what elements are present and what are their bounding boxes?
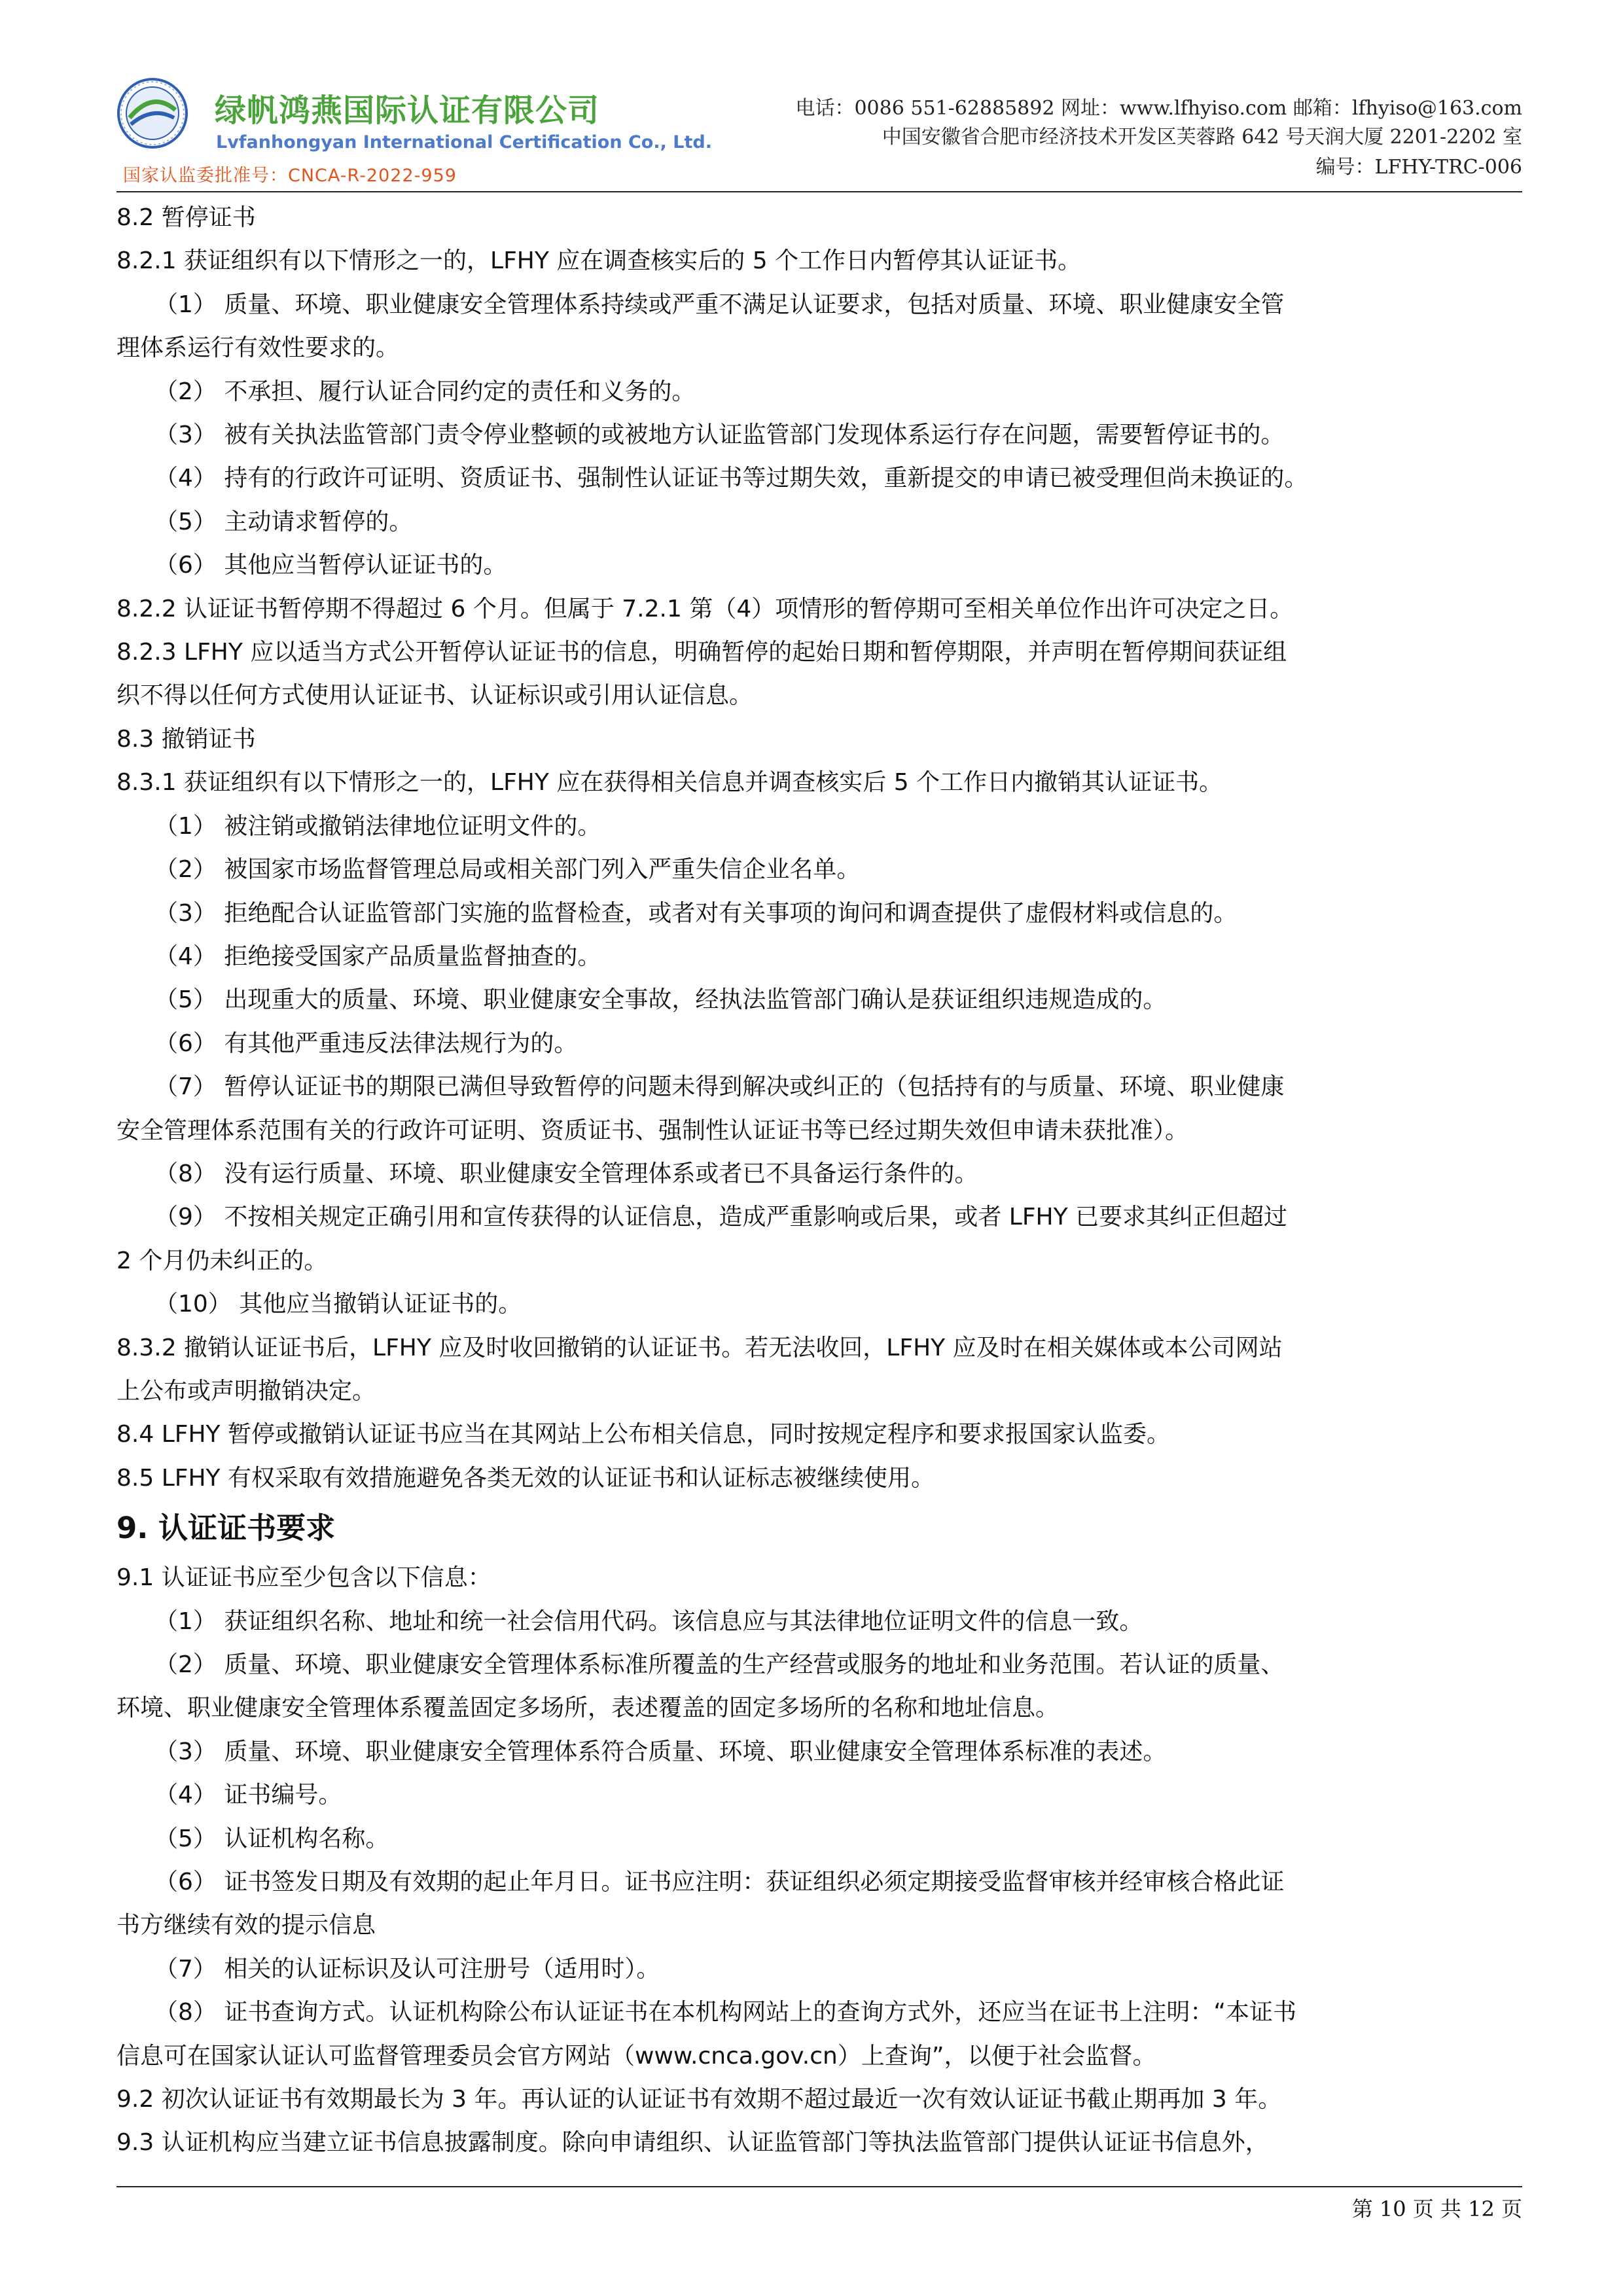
- list-item-continuation: 信息可在国家认证认可监督管理委员会官方网站（www.cnca.gov.cn）上查询”，以便于社会监督。: [116, 2042, 1156, 2070]
- list-item: （2） 被国家市场监督管理总局或相关部门列入严重失信企业名单。: [154, 856, 861, 884]
- list-item: （6） 有其他严重违反法律法规行为的。: [154, 1030, 578, 1057]
- list-item: （4） 证书编号。: [154, 1782, 342, 1809]
- list-item: （6） 证书签发日期及有效期的起止年月日。证书应注明：获证组织必须定期接受监督审核并经审核合格此证: [154, 1869, 1285, 1896]
- list-item: （1） 被注销或撤销法律地位证明文件的。: [154, 812, 601, 840]
- list-item: （4） 拒绝接受国家产品质量监督抽查的。: [154, 942, 601, 970]
- clause-continuation: 织不得以任何方式使用认证证书、认证标识或引用认证信息。: [116, 682, 753, 709]
- list-item: （6） 其他应当暂停认证证书的。: [154, 552, 507, 579]
- clause-9-1: 9.1 认证证书应至少包含以下信息：: [116, 1564, 491, 1592]
- clause-8-5: 8.5 LFHY 有权采取有效措施避免各类无效的认证证书和认证标志被继续使用。: [116, 1464, 935, 1492]
- list-item: （1） 获证组织名称、地址和统一社会信用代码。该信息应与其法律地位证明文件的信息一致。: [154, 1607, 1143, 1635]
- list-item: （2） 质量、环境、职业健康安全管理体系标准所覆盖的生产经营或服务的地址和业务范围。若认证的质量、: [154, 1651, 1285, 1678]
- section-heading-9: 9. 认证证书要求: [116, 1511, 336, 1546]
- section-heading-8-3: 8.3 撤销证书: [116, 725, 256, 753]
- list-item: （3） 质量、环境、职业健康安全管理体系符合质量、环境、职业健康安全管理体系标准的表述。: [154, 1738, 1167, 1765]
- list-item: （7） 相关的认证标识及认可注册号（适用时）。: [154, 1955, 660, 1982]
- list-item-continuation: 安全管理体系范围有关的行政许可证明、资质证书、强制性认证证书等已经过期失效但申请未获批准）。: [116, 1117, 1189, 1144]
- list-item: （8） 没有运行质量、环境、职业健康安全管理体系或者已不具备运行条件的。: [154, 1160, 978, 1187]
- company-name-chinese: 绿帆鸿燕国际认证有限公司: [215, 92, 600, 129]
- list-item: （2） 不承担、履行认证合同约定的责任和义务的。: [154, 378, 696, 405]
- list-item: （3） 被有关执法监管部门责令停业整顿的或被地方认证监管部门发现体系运行存在问题，需要暂停证书的。: [154, 422, 1285, 449]
- list-item-continuation: 书方继续有效的提示信息: [116, 1912, 376, 1939]
- clause-9-2: 9.2 初次认证证书有效期最长为 3 年。再认证的认证证书有效期不超过最近一次有效认证证书截止期再加 3 年。: [116, 2086, 1282, 2113]
- contact-info: 电话：0086 551-62885892 网址：www.lfhyiso.com 邮箱：lfhyiso@163.com: [795, 97, 1522, 120]
- clause-9-3: 9.3 认证机构应当建立证书信息披露制度。除向申请组织、认证监管部门等执法监管部门提供认证证书信息外，: [116, 2129, 1269, 2157]
- list-item-continuation: 环境、职业健康安全管理体系覆盖固定多场所，表述覆盖的固定多场所的名称和地址信息。: [116, 1695, 1060, 1722]
- list-item: （9） 不按相关规定正确引用和宣传获得的认证信息，造成严重影响或后果，或者 LFHY 已要求其纠正但超过: [154, 1204, 1288, 1231]
- clause-8-3-2: 8.3.2 撤销认证证书后，LFHY 应及时收回撤销的认证证书。若无法收回，LFHY 应及时在相关媒体或本公司网站: [116, 1334, 1283, 1361]
- list-item: （8） 证书查询方式。认证机构除公布认证证书在本机构网站上的查询方式外，还应当在证书上注明：“本证书: [154, 1999, 1296, 2026]
- section-heading-8-2: 8.2 暂停证书: [116, 204, 256, 231]
- page-number: 第 10 页 共 12 页: [1351, 2197, 1522, 2221]
- company-logo-icon: [116, 77, 188, 149]
- list-item-continuation: 2 个月仍未纠正的。: [116, 1247, 328, 1274]
- list-item: （3） 拒绝配合认证监管部门实施的监督检查，或者对有关事项的询问和调查提供了虚假材料或信息的。: [154, 899, 1238, 927]
- list-item: （5） 主动请求暂停的。: [154, 508, 413, 535]
- footer-divider: [116, 2186, 1522, 2187]
- list-item: （1） 质量、环境、职业健康安全管理体系持续或严重不满足认证要求，包括对质量、环境、职业健康安全管: [154, 291, 1285, 318]
- list-item: （4） 持有的行政许可证明、资质证书、强制性认证证书等过期失效，重新提交的申请已被受理但尚未换证的。: [154, 465, 1308, 492]
- company-address: 中国安徽省合肥市经济技术开发区芙蓉路 642 号天润大厦 2201-2202 室: [882, 126, 1522, 149]
- list-item: （5） 出现重大的质量、环境、职业健康安全事故，经执法监管部门确认是获证组织违规造成的。: [154, 986, 1167, 1014]
- clause-8-2-2: 8.2.2 认证证书暂停期不得超过 6 个月。但属于 7.2.1 第（4）项情形的暂停期可至相关单位作出许可决定之日。: [116, 595, 1294, 622]
- list-item: （5） 认证机构名称。: [154, 1825, 389, 1852]
- clause-continuation: 上公布或声明撤销决定。: [116, 1377, 376, 1405]
- clause-8-3-1: 8.3.1 获证组织有以下情形之一的，LFHY 应在获得相关信息并调查核实后 5 个工作日内撤销其认证证书。: [116, 769, 1223, 797]
- clause-8-4: 8.4 LFHY 暂停或撤销认证证书应当在其网站上公布相关信息，同时按规定程序和要求报国家认监委。: [116, 1421, 1170, 1448]
- header-divider: [116, 191, 1522, 192]
- list-item-continuation: 理体系运行有效性要求的。: [116, 334, 400, 362]
- page-header: [116, 77, 1522, 190]
- clause-8-2-3: 8.2.3 LFHY 应以适当方式公开暂停认证证书的信息，明确暂停的起始日期和暂停期限，并声明在暂停期间获证组: [116, 639, 1287, 666]
- list-item: （7） 暂停认证证书的期限已满但导致暂停的问题未得到解决或纠正的（包括持有的与质量、环境、职业健康: [154, 1073, 1285, 1101]
- document-number: 编号：LFHY-TRC-006: [1315, 156, 1522, 179]
- approval-number: 国家认监委批准号：CNCA-R-2022-959: [123, 166, 457, 186]
- document-body: [116, 196, 1522, 2165]
- clause-8-2-1: 8.2.1 获证组织有以下情形之一的，LFHY 应在调查核实后的 5 个工作日内暂停其认证证书。: [116, 247, 1082, 275]
- list-item: （10） 其他应当撤销认证证书的。: [154, 1291, 522, 1318]
- company-name-english: Lvfanhongyan International Certification Co., Ltd.: [216, 132, 712, 152]
